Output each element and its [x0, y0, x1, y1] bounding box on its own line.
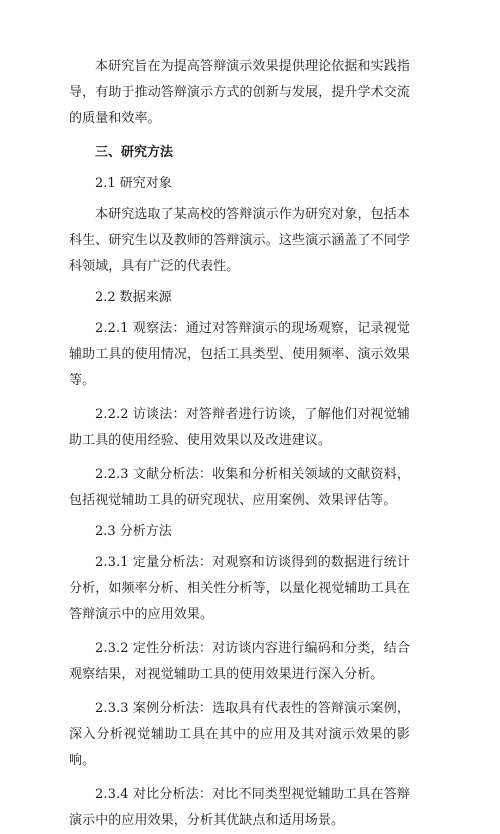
paragraph-comparative-analysis: 2.3.4 对比分析法：对比不同类型视觉辅助工具在答辩演示中的应用效果，分析其优缺点和适用场景。: [69, 787, 410, 828]
subsection-heading-2-2: 2.2 数据来源: [95, 290, 172, 305]
paragraph-research-subject: 本研究选取了某高校的答辩演示作为研究对象，包括本科生、研究生以及教师的答辩演示。这些演示涵盖了不同学科领域，具有广泛的代表性。: [69, 207, 410, 274]
intro-paragraph: 本研究旨在为提高答辩演示效果提供理论依据和实践指导，有助于推动答辩演示方式的创新与发展，提升学术交流的质量和效率。: [69, 59, 410, 126]
subsection-heading-2-1: 2.1 研究对象: [95, 176, 172, 191]
paragraph-quantitative-analysis: 2.3.1 定量分析法：对观察和访谈得到的数据进行统计分析，如频率分析、相关性分析等，以量化视觉辅助工具在答辩演示中的应用效果。: [69, 555, 410, 622]
paragraph-literature-method: 2.2.3 文献分析法：收集和分析相关领域的文献资料，包括视觉辅助工具的研究现状、应用案例、效果评估等。: [69, 467, 410, 508]
subsection-heading-2-3: 2.3 分析方法: [95, 524, 172, 539]
section-heading-research-methods: 三、研究方法: [95, 145, 174, 160]
paragraph-qualitative-analysis: 2.3.2 定性分析法：对访谈内容进行编码和分类，结合观察结果，对视觉辅助工具的使用效果进行深入分析。: [69, 641, 410, 682]
paragraph-case-analysis: 2.3.3 案例分析法：选取具有代表性的答辩演示案例，深入分析视觉辅助工具在其中的应用及其对演示效果的影响。: [69, 701, 410, 768]
paragraph-observation-method: 2.2.1 观察法：通过对答辩演示的现场观察，记录视觉辅助工具的使用情况，包括工具类型、使用频率、演示效果等。: [69, 321, 410, 388]
paragraph-interview-method: 2.2.2 访谈法：对答辩者进行访谈，了解他们对视觉辅助工具的使用经验、使用效果以及改进建议。: [69, 407, 410, 448]
